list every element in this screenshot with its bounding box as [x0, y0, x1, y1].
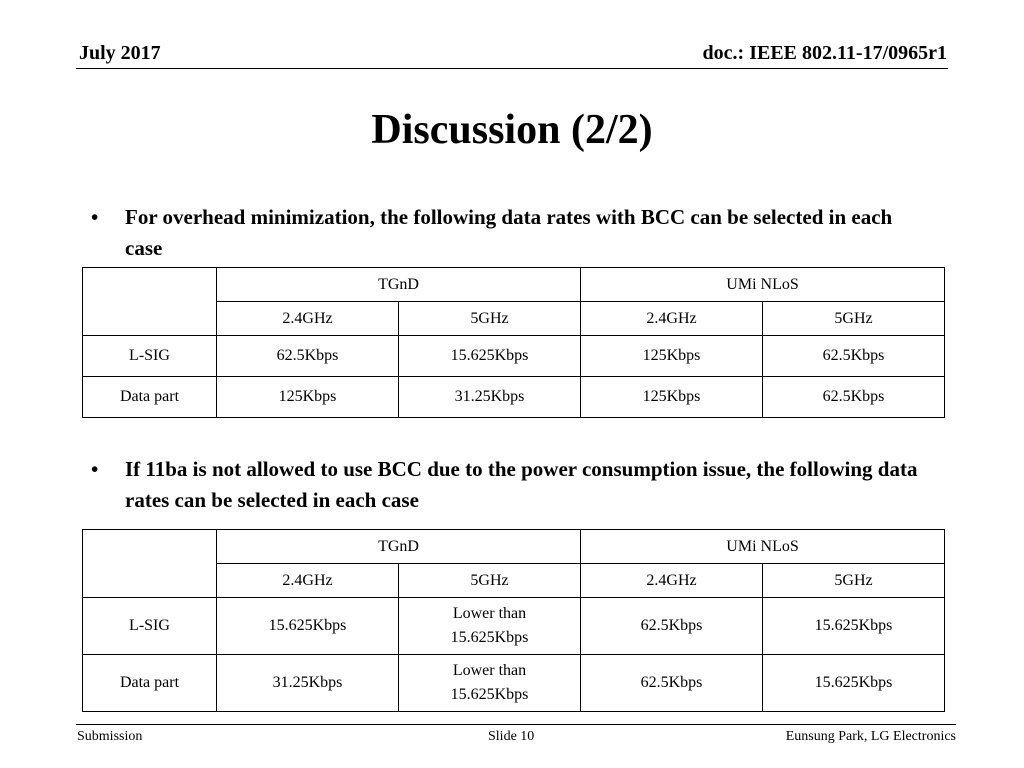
table-band-header: 2.4GHz	[217, 302, 399, 336]
table-row-label: L-SIG	[83, 336, 217, 377]
rates-table-bcc	[82, 267, 945, 418]
table-group-header: TGnD	[217, 530, 581, 564]
table-band-header: 5GHz	[399, 302, 581, 336]
table-band-header: 2.4GHz	[581, 564, 763, 598]
bullet-text: If 11ba is not allowed to use BCC due to the power consumption issue, the following data rates can be selected in each case	[125, 457, 918, 512]
bullet-1	[91, 202, 921, 264]
table-group-header: UMi NLoS	[581, 268, 945, 302]
table-band-header: 2.4GHz	[217, 564, 399, 598]
table-cell: 62.5Kbps	[763, 377, 945, 418]
table-cell: 62.5Kbps	[217, 336, 399, 377]
table-corner-cell	[83, 268, 217, 336]
table-cell: 31.25Kbps	[217, 655, 399, 712]
header-date: July 2017	[79, 42, 161, 64]
table-band-header: 2.4GHz	[581, 302, 763, 336]
table-cell: 62.5Kbps	[581, 655, 763, 712]
table-cell: 15.625Kbps	[763, 655, 945, 712]
table-cell-value: 15.625Kbps	[450, 686, 529, 703]
table-group-header: UMi NLoS	[581, 530, 945, 564]
footer-divider	[76, 724, 956, 725]
table-cell: 125Kbps	[581, 336, 763, 377]
table-cell	[399, 655, 581, 712]
table-row	[83, 598, 945, 655]
table-row-label: Data part	[83, 655, 217, 712]
table-row	[83, 655, 945, 712]
slide-title: Discussion (2/2)	[371, 107, 653, 153]
table-row-groups	[83, 530, 945, 564]
table-cell: 62.5Kbps	[763, 336, 945, 377]
table-cell: 15.625Kbps	[763, 598, 945, 655]
bullet-marker: •	[91, 457, 99, 481]
table-cell-value: 15.625Kbps	[450, 629, 529, 646]
table-row-groups	[83, 268, 945, 302]
footer-slide-number: Slide 10	[488, 729, 535, 744]
table-row	[83, 336, 945, 377]
table-band-header: 5GHz	[399, 564, 581, 598]
lower-than-label: Lower than	[452, 605, 527, 622]
table-row	[83, 377, 945, 418]
header-doc-id: doc.: IEEE 802.11-17/0965r1	[702, 42, 947, 64]
table-band-header: 5GHz	[763, 302, 945, 336]
table-cell: 125Kbps	[581, 377, 763, 418]
table-cell: 31.25Kbps	[399, 377, 581, 418]
footer-author: Eunsung Park, LG Electronics	[785, 729, 956, 744]
bullet-marker: •	[91, 205, 99, 229]
table-band-header: 5GHz	[763, 564, 945, 598]
header-divider	[76, 68, 948, 69]
table-cell	[399, 598, 581, 655]
footer-submission: Submission	[77, 729, 143, 744]
table-row-label: Data part	[83, 377, 217, 418]
table-cell: 125Kbps	[217, 377, 399, 418]
table-corner-cell	[83, 530, 217, 598]
table-cell: 15.625Kbps	[399, 336, 581, 377]
table-row-label: L-SIG	[83, 598, 217, 655]
table-cell: 15.625Kbps	[217, 598, 399, 655]
bullet-2	[91, 454, 921, 516]
lower-than-label: Lower than	[452, 662, 527, 679]
table-cell: 62.5Kbps	[581, 598, 763, 655]
rates-table-no-bcc	[82, 529, 945, 712]
table-group-header: TGnD	[217, 268, 581, 302]
bullet-text: For overhead minimization, the following data rates with BCC can be selected in each case	[125, 205, 893, 260]
